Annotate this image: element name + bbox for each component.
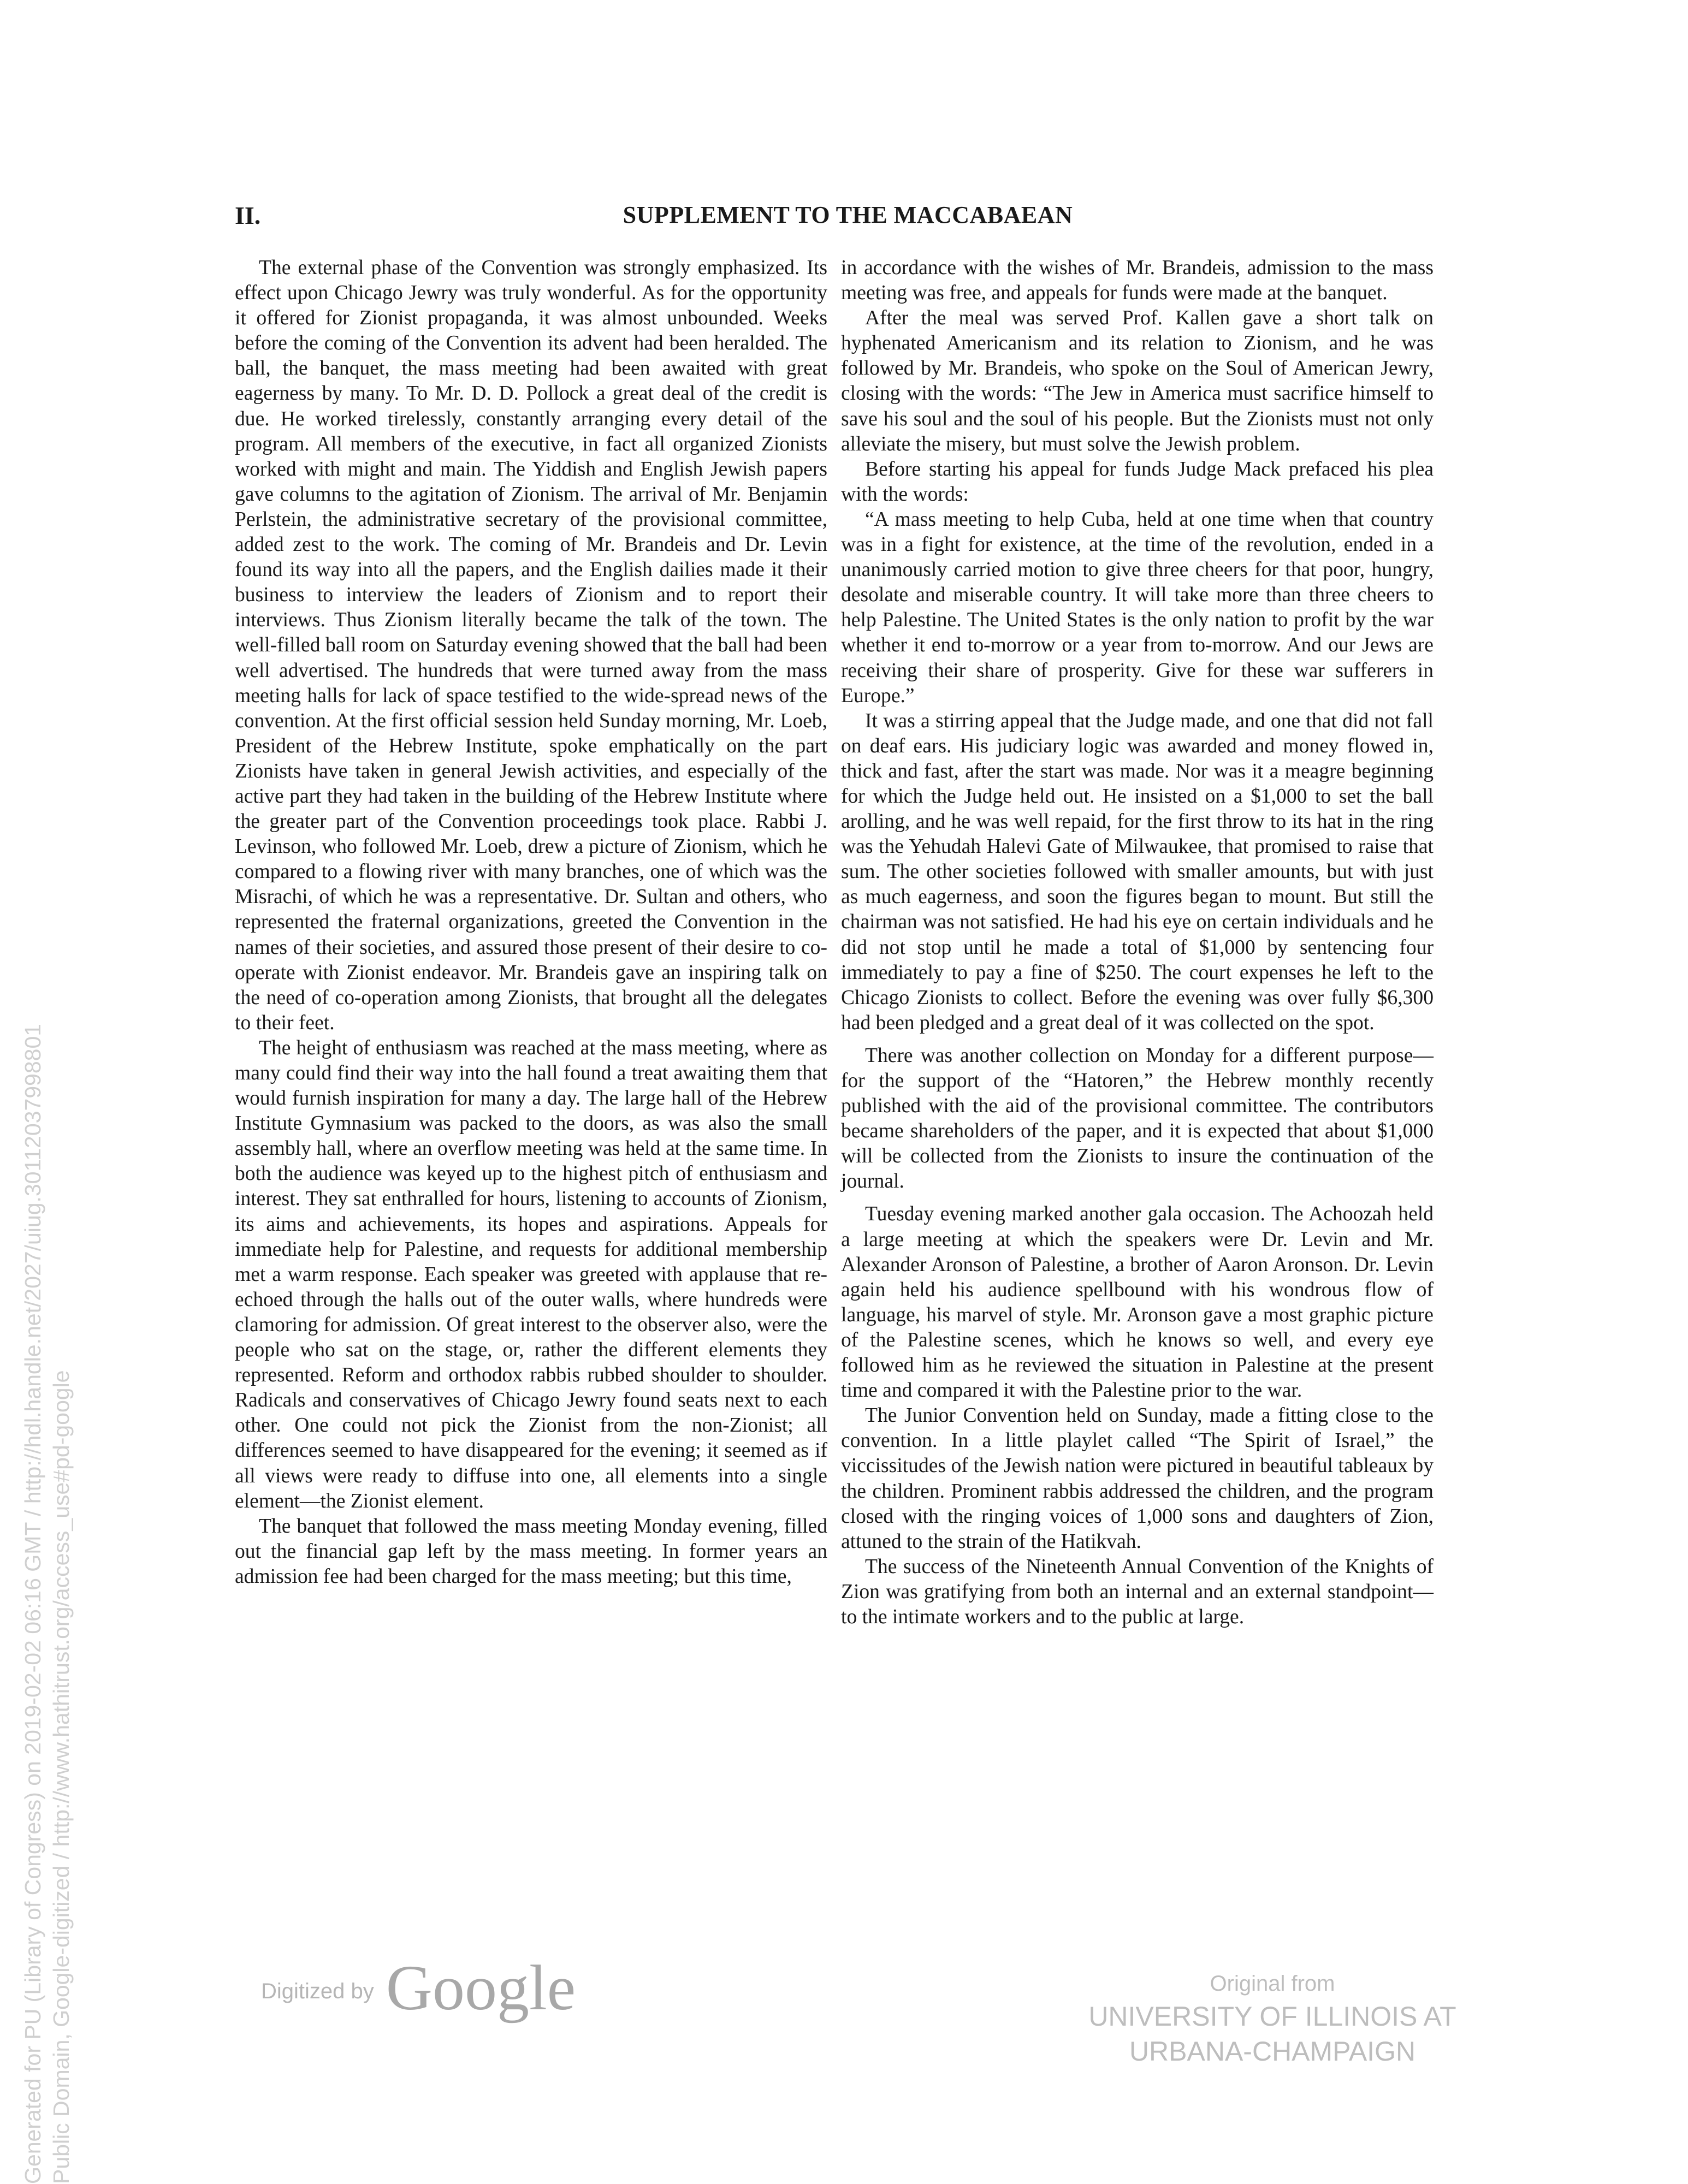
page-header — [235, 201, 1461, 239]
paragraph: “A mass meeting to help Cuba, held at one time when that country was in a fight for existence, at the time of the revolution, ended in a unanimously carried motion to give three cheers for that poor, hungry, desolate and miserable country. It will take more than three cheers to help Palestine. The United States is the only nation to profit by the war whether it end to-morrow or a year from to-morrow. And our Jews are receiving their share of prosperity. Give for these war sufferers in Europe.” — [841, 508, 1434, 707]
paragraph: After the meal was served Prof. Kallen gave a short talk on hyphenated Americanism and its relation to Zionism, and he was followed by Mr. Brandeis, who spoke on the Soul of American Jewry, closing with the words: “The Jew in America must sacrifice himself to save his soul and the soul of his people. But the Zionists must not only alleviate the misery, but must solve the Jewish problem. — [841, 307, 1434, 455]
digitized-by-label: Digitized by — [261, 1979, 374, 2003]
paragraph: Before starting his appeal for funds Judge Mack prefaced his plea with the words: — [841, 458, 1434, 506]
watermark-line: Public Domain, Google-digitized / http://www.hathitrust.org/access_use#pd-google — [49, 1370, 74, 2184]
page-number: II. — [235, 201, 261, 229]
left-column — [235, 256, 827, 1589]
paragraph: Tuesday evening marked another gala occasion. The Achoozah held a large meeting at which the speakers were Dr. Levin and Mr. Alexander Aronson of Palestine, a brother of Aaron Aronson. Dr. Levin again held his audience spellbound with his wondrous flow of language, his marvel of style. Mr. Aronson gave a most graphic picture of the Palestine scenes, which he knows so well, and every eye followed him as he reviewed the situation in Palestine at the present time and compared it with the Palestine prior to the war. — [841, 1203, 1434, 1402]
paragraph: in accordance with the wishes of Mr. Brandeis, admission to the mass meeting was free, and appeals for funds were made at the banquet. — [841, 257, 1434, 305]
original-from — [1038, 1968, 1507, 2069]
hathitrust-watermark — [19, 164, 75, 2184]
right-column — [841, 256, 1434, 1630]
digitized-by-google — [261, 1944, 576, 2023]
paragraph: The Junior Convention held on Sunday, made a fitting close to the convention. In a little playlet called “The Spirit of Israel,” the viccissitudes of the Jewish nation were pictured in beautiful tableaux by the children. Prominent rabbis addressed the children, and the program closed with the ringing voices of 1,000 sons and daughters of Zion, attuned to the strain of the Hatikvah. — [841, 1404, 1434, 1553]
paragraph: The external phase of the Convention was strongly emphasized. Its effect upon Chicago Jewry was truly wonderful. As for the opportunity it offered for Zionist propaganda, it was almost unbounded. Weeks before the coming of the Convention its advent had been heralded. The ball, the banquet, the mass meeting had been awaited with great eagerness by many. To Mr. D. D. Pollock a great deal of the credit is due. He worked tirelessly, constantly arranging every detail of the program. All members of the executive, in fact all organized Zionists worked with might and main. The Yiddish and English Jewish papers gave columns to the agitation of Zionism. The arrival of Mr. Benjamin Perlstein, the administrative secretary of the provisional committee, added zest to the work. The coming of Mr. Brandeis and Dr. Levin found its way into all the papers, and the English dailies made it their business to interview the leaders of Zionism and to report their interviews. Thus Zionism literally became the talk of the town. The well-filled ball room on Saturday evening showed that the ball had been well advertised. The hundreds that were turned away from the mass meeting halls for lack of space testified to the wide-spread news of the convention. At the first official session held Sunday morning, Mr. Loeb, President of the Hebrew Institute, spoke emphatically on the part Zionists have taken in general Jewish activities, and especially of the active part they had taken in the building of the Hebrew Institute where the greater part of the Convention proceedings took place. Rabbi J. Levinson, who followed Mr. Loeb, drew a picture of Zionism, which he compared to a flowing river with many branches, one of which was the Misrachi, of which he was a representative. Dr. Sultan and others, who represented the fraternal organizations, greeted the Convention in the names of their societies, and assured those present of their desire to co-operate with Zionist endeavor. Mr. Brandeis gave an inspiring talk on the need of co-operation among Zionists, that brought all the delegates to their feet. — [235, 257, 827, 1034]
institution-line: URBANA-CHAMPAIGN — [1129, 2036, 1416, 2067]
original-from-label: Original from — [1210, 1972, 1335, 1996]
paragraph: The height of enthusiasm was reached at the mass meeting, where as many could find their way into the hall found a treat awaiting them that would furnish inspiration for many a day. The large hall of the Hebrew Institute Gymnasium was packed to the doors, as was also the small assembly hall, where an overflow meeting was held at the same time. In both the audience was keyed up to the highest pitch of enthusiasm and interest. They sat enthralled for hours, listening to accounts of Zionism, its aims and achievements, its hopes and aspirations. Appeals for immediate help for Palestine, and requests for additional membership met a warm response. Each speaker was greeted with applause that re-echoed through the halls out of the outer walls, where hundreds were clamoring for admission. Of great interest to the observer also, were the people who sat on the stage, or, rather the different elements they represented. Reform and orthodox rabbis rubbed shoulder to shoulder. Radicals and conservatives of Chicago Jewry found seats next to each other. One could not pick the Zionist from the non-Zionist; all differences seemed to have disappeared for the evening; it seemed as if all views were ready to diffuse into one, all elements into a single element—the Zionist element. — [235, 1036, 827, 1512]
watermark-line: Generated for PU (Library of Congress) on 2019-02-02 06:16 GMT / http://hdl.handle.net/2027/uiug.30112037998801 — [20, 1023, 45, 2184]
paragraph: The banquet that followed the mass meeting Monday evening, filled out the financial gap left by the mass meeting. In former years an admission fee had been charged for the mass meeting; but this time, — [235, 1515, 827, 1588]
google-logo: Google — [386, 1952, 576, 2023]
paragraph: It was a stirring appeal that the Judge made, and one that did not fall on deaf ears. His judiciary logic was awarded and money flowed in, thick and fast, after the start was made. Nor was it a meagre beginning for which the Judge held out. He insisted on a $1,000 to set the ball arolling, and he was well repaid, for the first throw to its hat in the ring was the Yehudah Halevi Gate of Milwaukee, that promised to raise that sum. The other societies followed with smaller amounts, but with just as much eagerness, and soon the figures began to mount. But still the chairman was not satisfied. He had his eye on certain individuals and he did not stop until he made a total of $1,000 by sentencing four immediately to pay a fine of $250. The court expenses he left to the Chicago Zionists to collect. Before the evening was over fully $6,300 had been pledged and a great deal of it was collected on the spot. — [841, 709, 1434, 1034]
running-title: SUPPLEMENT TO THE MACCABAEAN — [623, 201, 1073, 228]
institution-line: UNIVERSITY OF ILLINOIS AT — [1088, 2001, 1456, 2032]
paragraph: There was another collection on Monday for a different purpose—for the support of the “Hatoren,” the Hebrew monthly recently published with the aid of the provisional committee. The contributors became shareholders of the paper, and it is expected that about $1,000 will be collected from the Zionists to insure the continuation of the journal. — [841, 1044, 1434, 1193]
paragraph: The success of the Nineteenth Annual Convention of the Knights of Zion was gratifying from both an internal and an external standpoint—to the intimate workers and to the public at large. — [841, 1555, 1434, 1628]
